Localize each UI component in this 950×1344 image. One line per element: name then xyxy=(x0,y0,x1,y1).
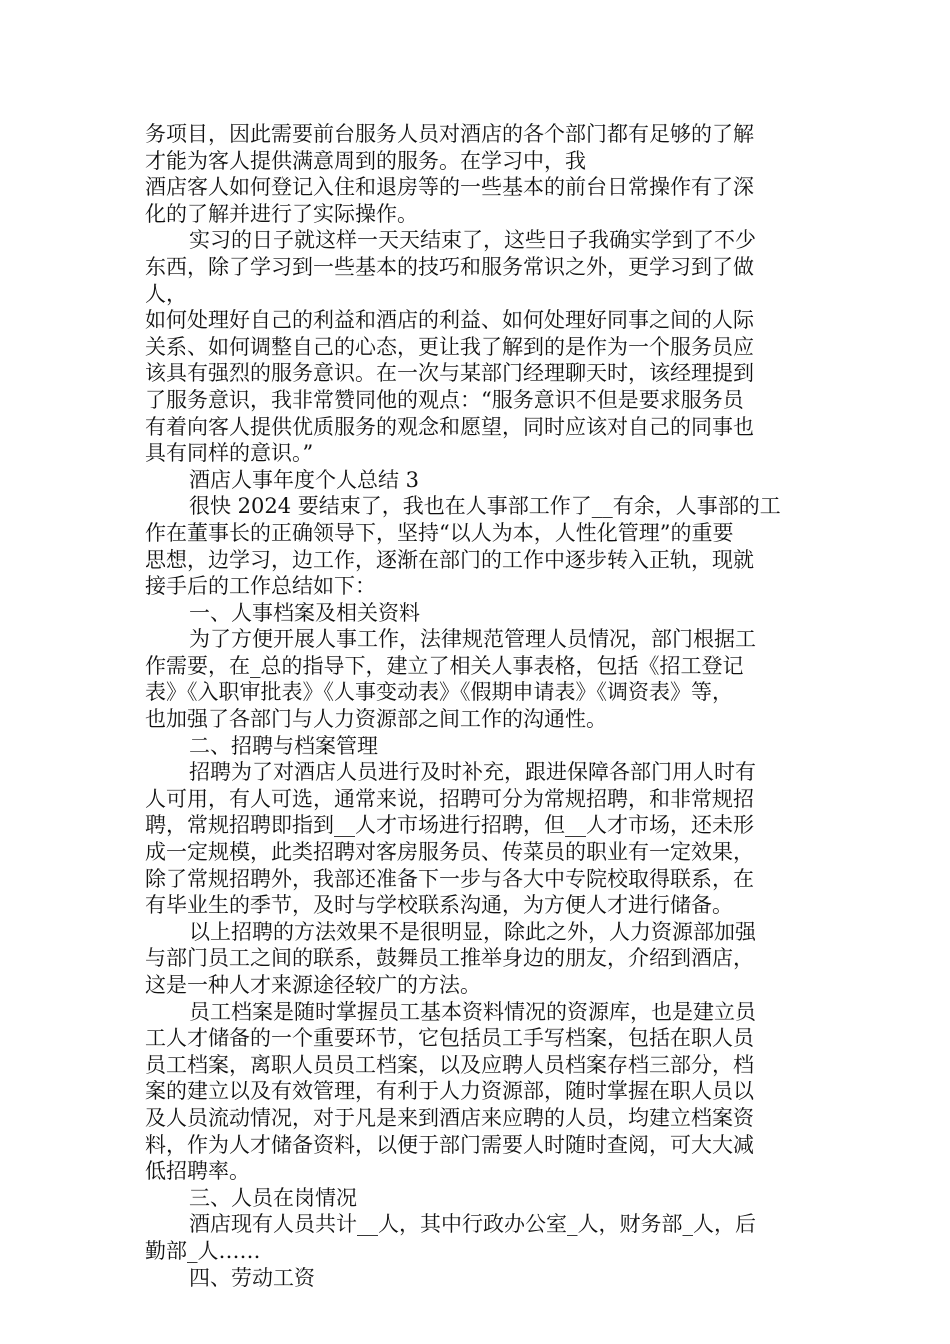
text-line: 也加强了各部门与人力资源部之间工作的沟通性。 xyxy=(145,707,607,732)
text-line: 酒店人事年度个人总结 3 xyxy=(189,467,420,492)
text-line: 具有同样的意识。” xyxy=(145,441,314,466)
text-line: 勤部_人…… xyxy=(145,1238,261,1263)
text-line: 聘，常规招聘即指到__人才市场进行招聘，但__人才市场，还未形 xyxy=(145,813,754,838)
text-line: 思想，边学习，边工作，逐渐在部门的工作中逐步转入正轨，现就 xyxy=(145,547,754,572)
text-line: 东西，除了学习到一些基本的技巧和服务常识之外，更学习到了做 xyxy=(145,254,754,279)
text-line: 员工档案，离职人员员工档案，以及应聘人员档案存档三部分，档 xyxy=(145,1052,754,1077)
text-line: 与部门员工之间的联系，鼓舞员工推举身边的朋友，介绍到酒店， xyxy=(145,946,754,971)
text-line: 三、人员在岗情况 xyxy=(189,1185,357,1210)
text-line: 酒店客人如何登记入住和退房等的一些基本的前台日常操作有了深 xyxy=(145,175,754,200)
text-line: 关系、如何调整自己的心态，更让我了解到的是作为一个服务员应 xyxy=(145,334,754,359)
text-line: 工人才储备的一个重要环节，它包括员工手写档案，包括在职人员 xyxy=(145,1026,754,1051)
text-line: 一、人事档案及相关资料 xyxy=(189,600,420,625)
text-line: 作在董事长的正确领导下，坚持“以人为本，人性化管理”的重要 xyxy=(145,520,734,545)
text-line: 如何处理好自己的利益和酒店的利益、如何处理好同事之间的人际 xyxy=(145,308,754,333)
text-line: 作需要，在_总的指导下，建立了相关人事表格，包括《招工登记 xyxy=(145,653,744,678)
text-line: 酒店现有人员共计__人，其中行政办公室_人，财务部_人，后 xyxy=(189,1212,756,1237)
text-line: 四、劳动工资 xyxy=(189,1265,315,1290)
text-line: 人， xyxy=(145,281,187,306)
text-line: 以上招聘的方法效果不是很明显，除此之外，人力资源部加强 xyxy=(189,919,756,944)
text-line: 才能为客人提供满意周到的服务。在学习中，我 xyxy=(145,148,586,173)
document-body xyxy=(145,121,810,1291)
text-line: 成一定规模，此类招聘对客房服务员、传菜员的职业有一定效果， xyxy=(145,840,754,865)
text-line: 这是一种人才来源途径较广的方法。 xyxy=(145,973,481,997)
text-line: 表》《入职审批表》《人事变动表》《假期申请表》《调资表》等， xyxy=(145,680,733,705)
text-line: 人可用，有人可选，通常来说，招聘可分为常规招聘，和非常规招 xyxy=(145,786,754,811)
text-line: 二、招聘与档案管理 xyxy=(189,733,378,758)
text-line: 招聘为了对酒店人员进行及时补充，跟进保障各部门用人时有 xyxy=(189,760,756,785)
text-line: 料，作为人才储备资料，以便于部门需要人时随时查阅，可大大减 xyxy=(145,1132,754,1157)
text-line: 及人员流动情况，对于凡是来到酒店来应聘的人员，均建立档案资 xyxy=(145,1105,754,1130)
text-line: 为了方便开展人事工作，法律规范管理人员情况，部门根据工 xyxy=(189,627,756,652)
text-line: 务项目，因此需要前台服务人员对酒店的各个部门都有足够的了解 xyxy=(145,122,754,146)
text-lines xyxy=(145,121,810,1291)
text-line: 有着向客人提供优质服务的观念和愿望，同时应该对自己的同事也 xyxy=(145,414,754,439)
text-line: 很快 2024 要结束了，我也在人事部工作了__有余，人事部的工 xyxy=(189,494,781,519)
text-line: 化的了解并进行了实际操作。 xyxy=(145,201,418,226)
text-line: 低招聘率。 xyxy=(145,1159,250,1184)
text-line: 员工档案是随时掌握员工基本资料情况的资源库，也是建立员 xyxy=(189,999,756,1024)
text-line: 了服务意识，我非常赞同他的观点：“服务意识不但是要求服务员 xyxy=(145,387,744,412)
text-line: 案的建立以及有效管理，有利于人力资源部，随时掌握在职人员以 xyxy=(145,1079,754,1104)
text-line: 该具有强烈的服务意识。在一次与某部门经理聊天时，该经理提到 xyxy=(145,361,754,386)
text-line: 有毕业生的季节，及时与学校联系沟通，为方便人才进行储备。 xyxy=(145,893,733,918)
text-line: 实习的日子就这样一天天结束了，这些日子我确实学到了不少 xyxy=(189,228,756,253)
text-line: 接手后的工作总结如下： xyxy=(145,574,376,599)
text-line: 除了常规招聘外，我部还准备下一步与各大中专院校取得联系，在 xyxy=(145,866,754,891)
